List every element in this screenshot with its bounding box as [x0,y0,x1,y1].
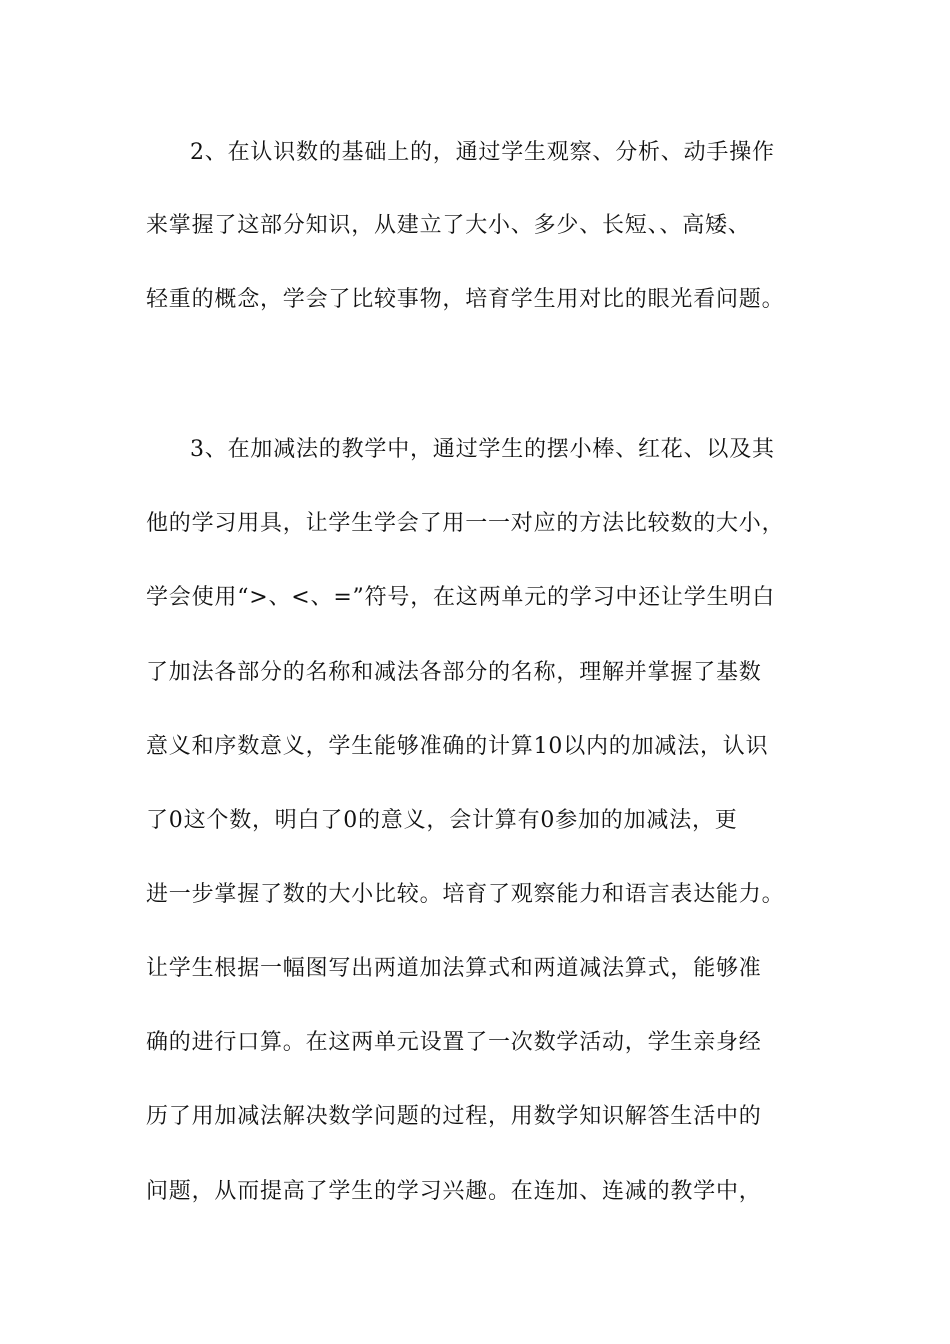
paragraph-line: 他的学习用具，让学生学会了用一一对应的方法比较数的大小， [146,511,785,536]
paragraph-line: 意义和序数意义，学生能够准确的计算10以内的加减法，认识 [146,734,769,759]
paragraph-line: 轻重的概念，学会了比较事物，培育学生用对比的眼光看问题。 [146,287,785,312]
paragraph-line: 来掌握了这部分知识，从建立了大小、多少、长短、、高矮、 [146,213,751,238]
paragraph-line: 确的进行口算。在这两单元设置了一次数学活动，学生亲身经 [146,1030,762,1055]
paragraph-line: 问题，从而提高了学生的学习兴趣。在连加、连减的教学中， [146,1179,762,1204]
paragraph-line: 学会使用“>、<、=”符号，在这两单元的学习中还让学生明白 [146,585,775,610]
paragraph-line: 2、在认识数的基础上的，通过学生观察、分析、动手操作 [190,140,775,165]
paragraph-line: 进一步掌握了数的大小比较。培育了观察能力和语言表达能力。 [146,882,785,907]
paragraph-line: 3、在加减法的教学中，通过学生的摆小棒、红花、以及其 [190,437,775,462]
paragraph-line: 了0这个数，明白了0的意义，会计算有0参加的加减法，更 [146,808,738,833]
paragraph-line: 历了用加减法解决数学问题的过程，用数学知识解答生活中的 [146,1104,762,1129]
paragraph-line: 让学生根据一幅图写出两道加法算式和两道减法算式，能够准 [146,956,762,981]
paragraph-line: 了加法各部分的名称和减法各部分的名称，理解并掌握了基数 [146,660,762,685]
